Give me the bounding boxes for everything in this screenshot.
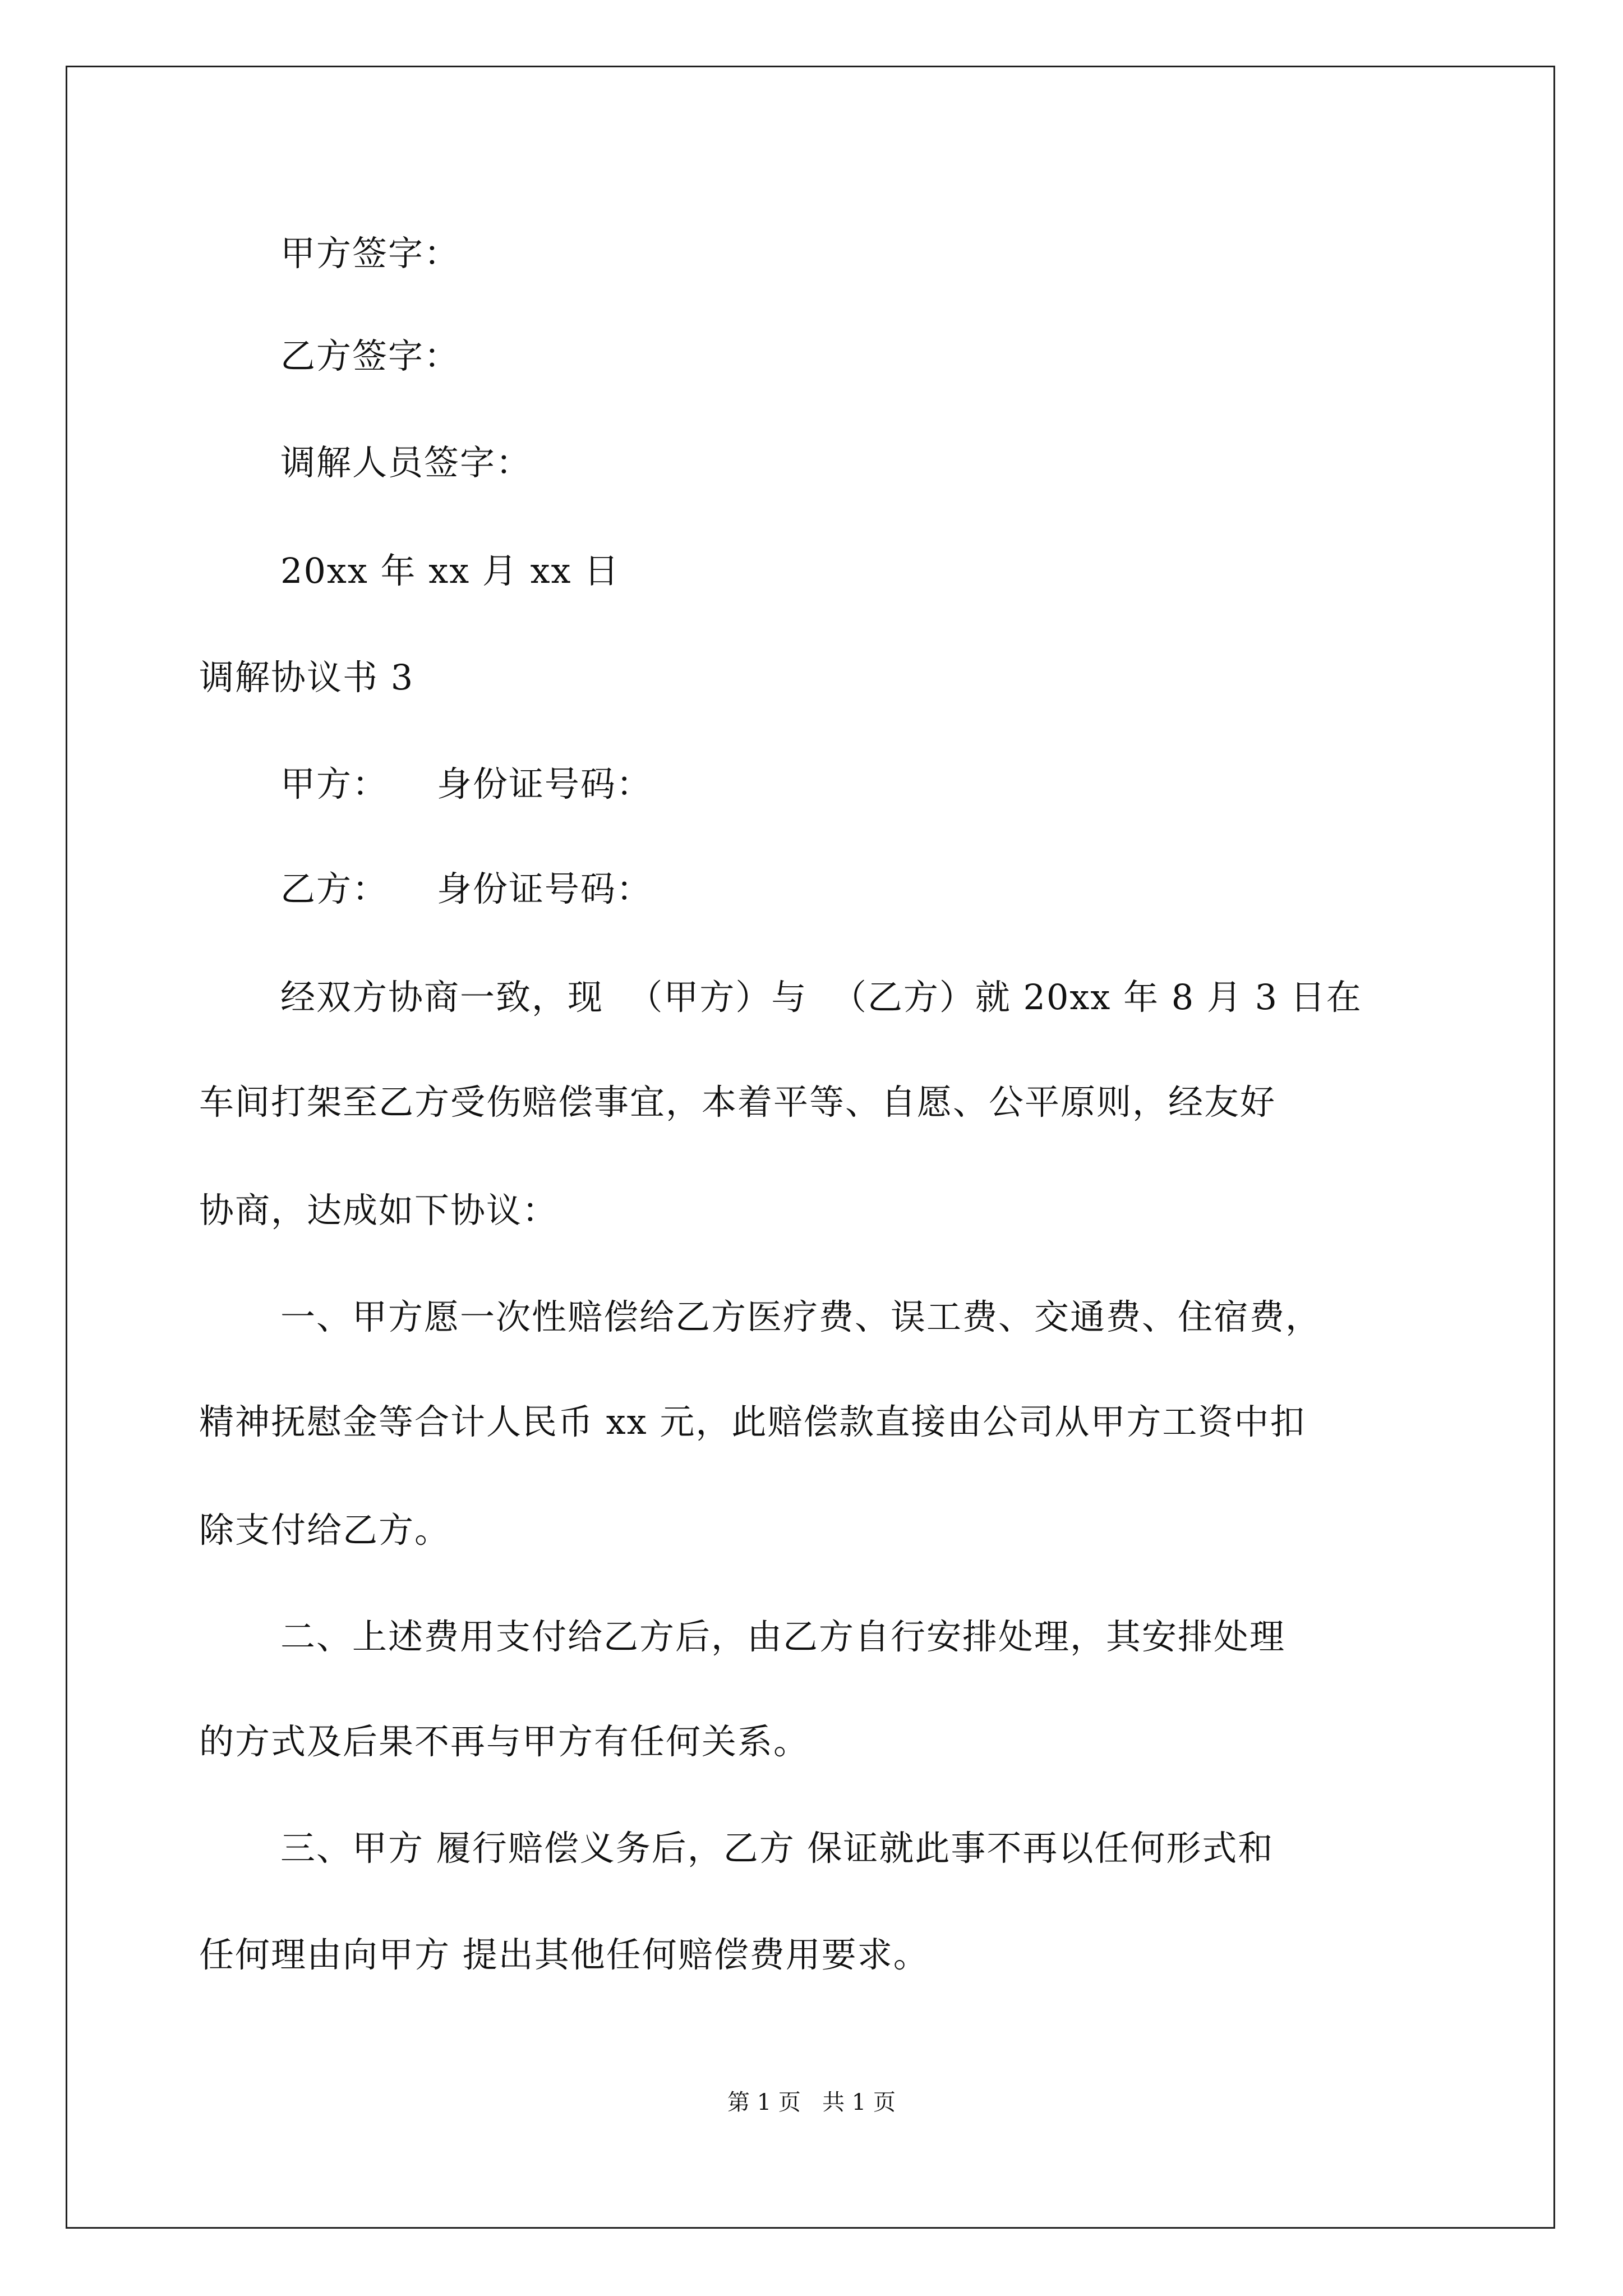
signature-date: 20xx 年 xx 月 xx 日: [280, 550, 620, 591]
section-title: 调解协议书 3: [199, 657, 414, 698]
party-a-id: 甲方： 身份证号码：: [280, 763, 652, 804]
clause-1-line-2: 精神抚慰金等合计人民币 xx 元，此赔偿款直接由公司从甲方工资中扣: [199, 1401, 1306, 1442]
page-footer: 第 1 页 共 1 页: [727, 2090, 896, 2115]
clause-1-line-3: 除支付给乙方。: [199, 1510, 451, 1550]
party-b-id: 乙方： 身份证号码：: [280, 868, 652, 909]
paragraph-intro-line-3: 协商，达成如下协议：: [199, 1190, 559, 1231]
clause-2-line-1: 二、上述费用支付给乙方后，由乙方自行安排处理，其安排处理: [280, 1616, 1286, 1657]
signature-mediator: 调解人员签字：: [280, 442, 532, 483]
paragraph-intro-line-1: 经双方协商一致，现 （甲方）与 （乙方）就 20xx 年 8 月 3 日在: [280, 977, 1362, 1018]
clause-3-line-2: 任何理由向甲方 提出其他任何赔偿费用要求。: [199, 1934, 929, 1975]
clause-2-line-2: 的方式及后果不再与甲方有任何关系。: [199, 1721, 810, 1762]
page-border: [66, 66, 1555, 2229]
clause-1-line-1: 一、甲方愿一次性赔偿给乙方医疗费、误工费、交通费、住宿费，: [280, 1296, 1322, 1337]
paragraph-intro-line-2: 车间打架至乙方受伤赔偿事宜，本着平等、自愿、公平原则，经友好: [199, 1082, 1276, 1122]
signature-party-b: 乙方签字：: [280, 335, 460, 376]
clause-3-line-1: 三、甲方 履行赔偿义务后，乙方 保证就此事不再以任何形式和: [280, 1828, 1274, 1869]
signature-party-a: 甲方签字：: [280, 233, 460, 274]
